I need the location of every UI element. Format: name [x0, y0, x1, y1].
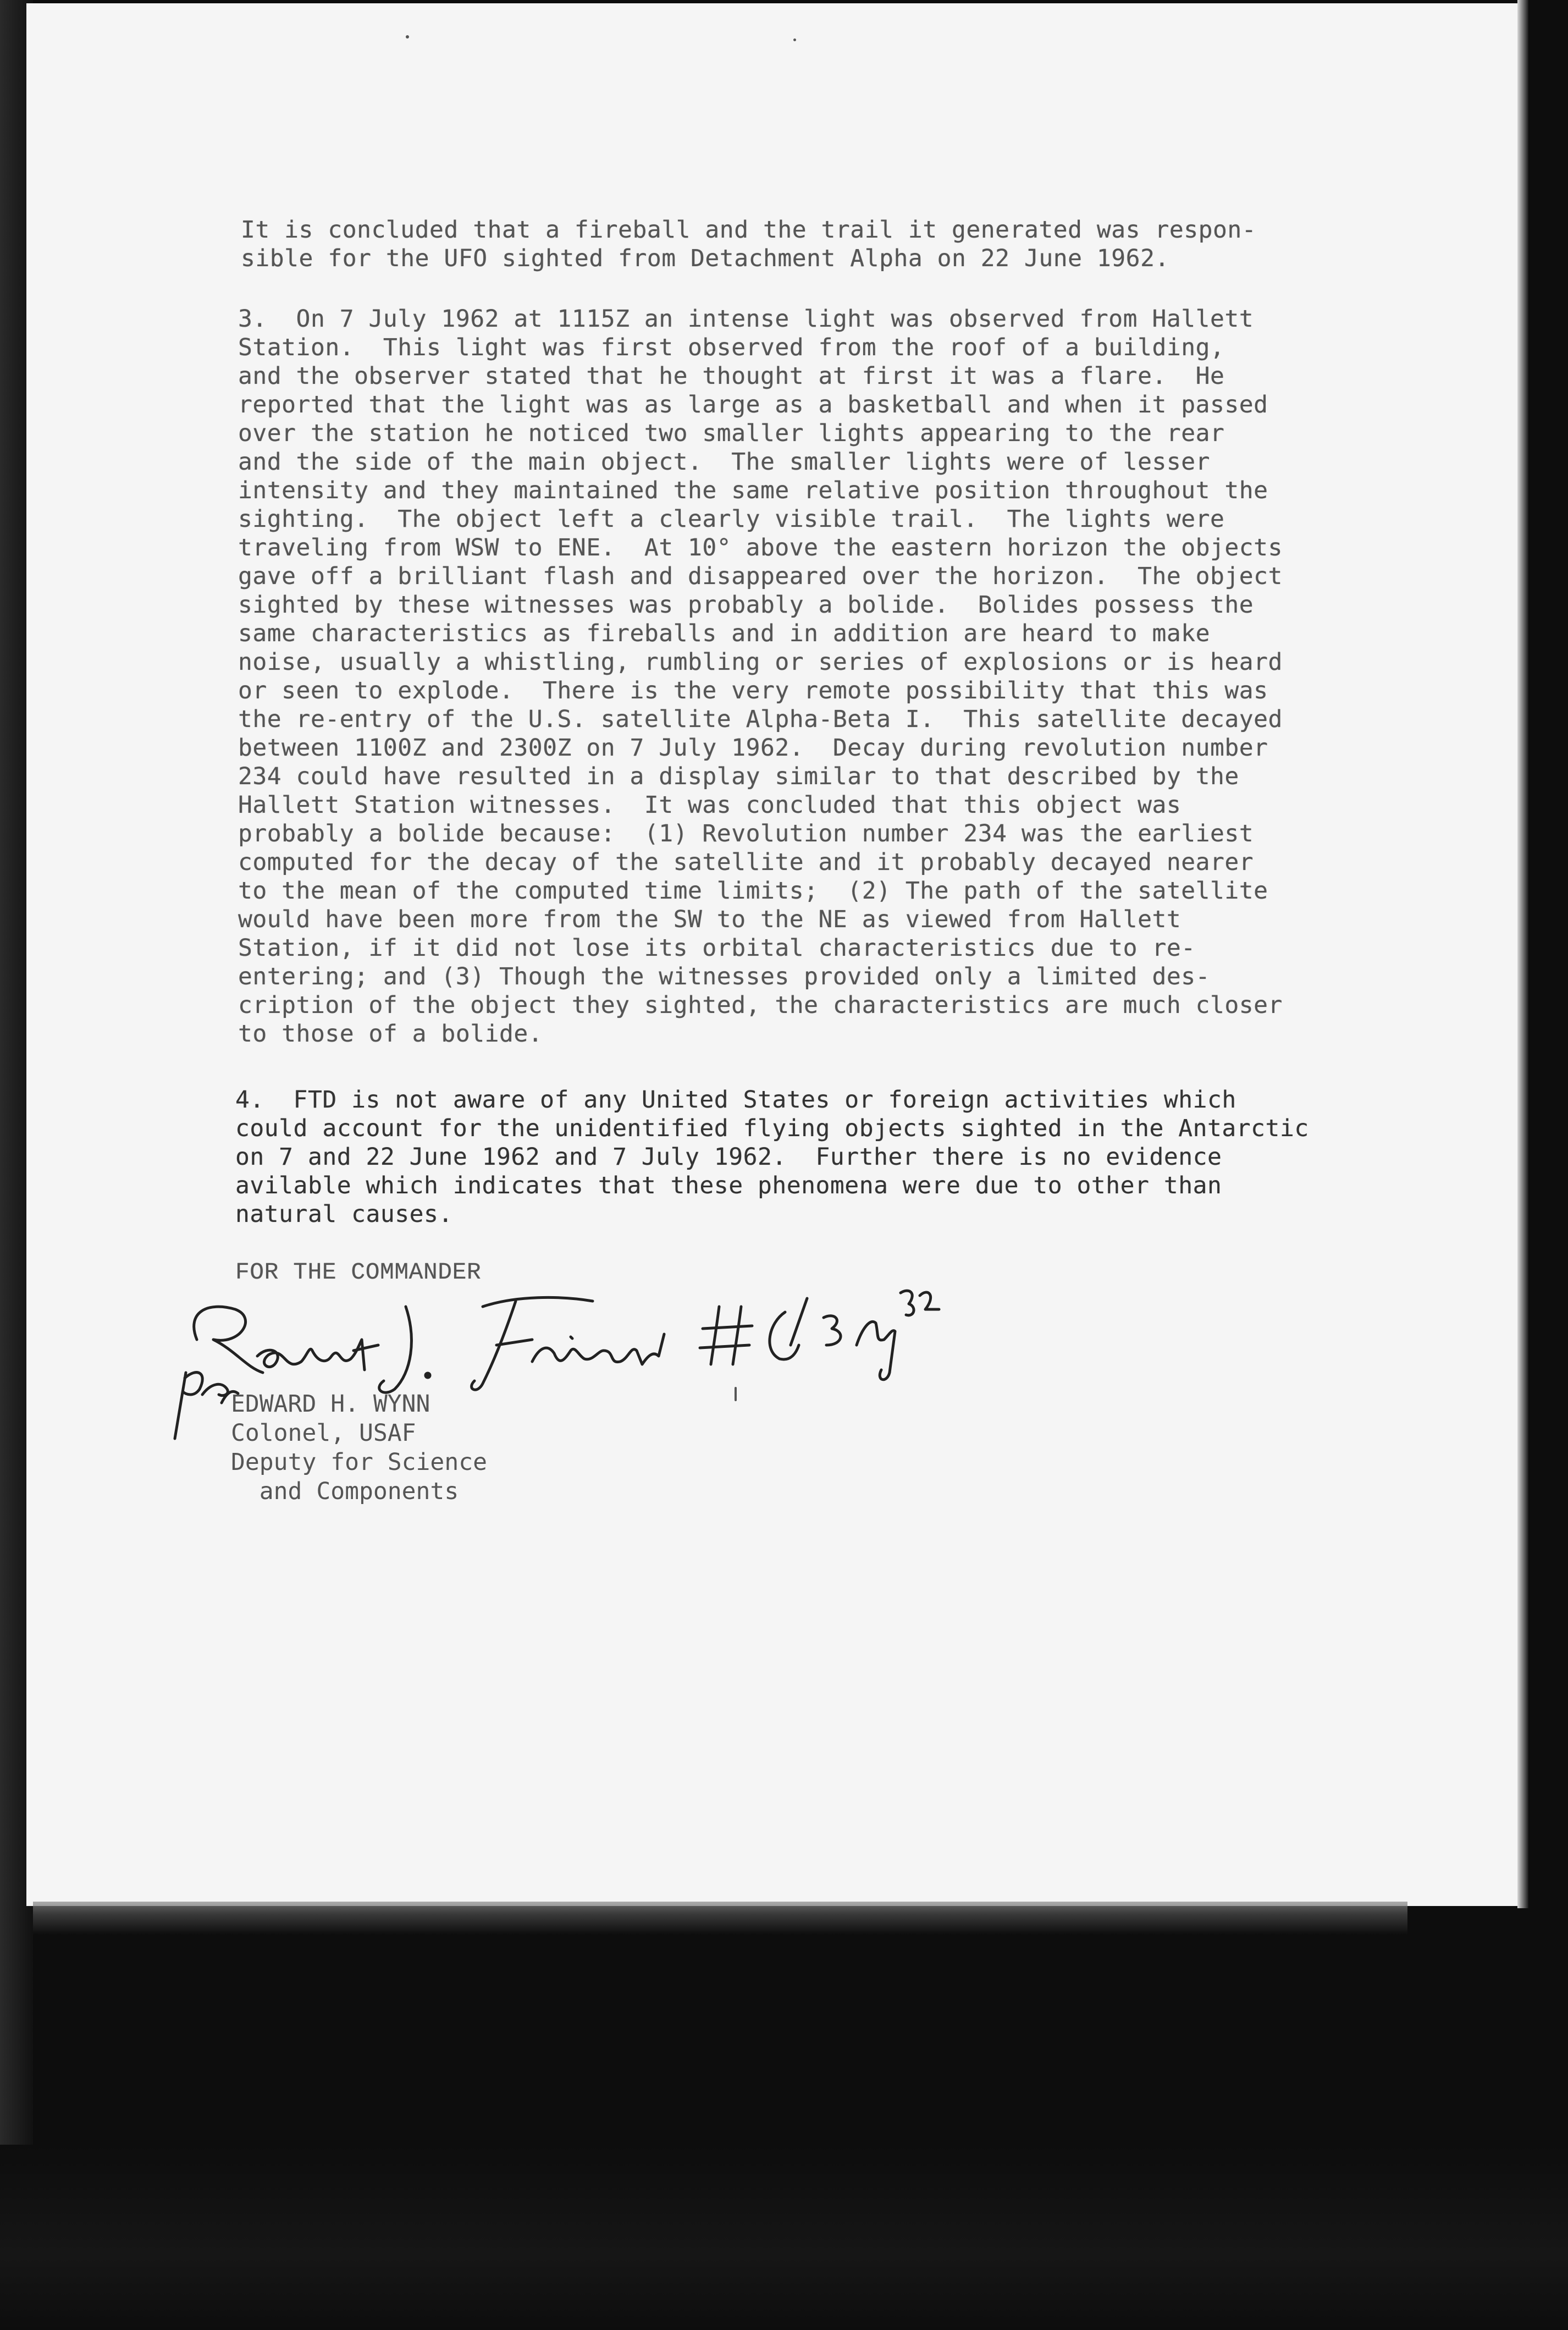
paragraph-4 — [235, 1086, 1309, 1229]
text-line: to the mean of the computed time limits; (2) The path of the satellite — [238, 877, 1268, 905]
document-page — [26, 3, 1522, 1906]
text-line: intensity and they maintained the same relative position throughout the — [238, 477, 1268, 504]
text-line: on 7 and 22 June 1962 and 7 July 1962. Further there is no evidence — [235, 1143, 1222, 1171]
paragraph-intro — [241, 216, 1256, 273]
text-line: Station, if it did not lose its orbital characteristics due to re- — [238, 934, 1196, 962]
text-line: noise, usually a whistling, rumbling or series of explosions or is heard — [238, 648, 1283, 676]
page-speck — [406, 35, 409, 38]
text-line: computed for the decay of the satellite and it probably decayed nearer — [238, 849, 1254, 876]
text-line: entering; and (3) Though the witnesses provided only a limited des- — [238, 963, 1211, 990]
text-line: natural causes. — [235, 1200, 453, 1228]
text-line: could account for the unidentified flying objects sighted in the Antarctic — [235, 1115, 1309, 1142]
paragraph-3 — [238, 305, 1283, 1048]
text-line: sighting. The object left a clearly visible trail. The lights were — [238, 505, 1225, 533]
signer-title: Deputy for Science — [231, 1448, 487, 1476]
text-line: reported that the light was as large as a basketball and when it passed — [238, 391, 1268, 418]
text-line: cription of the object they sighted, the characteristics are much closer — [238, 992, 1283, 1019]
page-speck — [735, 1387, 737, 1401]
text-line: the re-entry of the U.S. satellite Alpha-Beta I. This satellite decayed — [238, 706, 1283, 733]
text-line: over the station he noticed two smaller lights appearing to the rear — [238, 420, 1225, 447]
text-line: Station. This light was first observed from the roof of a building, — [238, 334, 1225, 361]
text-line: 234 could have resulted in a display similar to that described by the — [238, 763, 1239, 790]
text-line: and the side of the main object. The smaller lights were of lesser — [238, 448, 1211, 476]
text-line: between 1100Z and 2300Z on 7 July 1962. Decay during revolution number — [238, 734, 1268, 762]
signer-name: EDWARD H. WYNN — [231, 1390, 430, 1418]
text-line: sible for the UFO sighted from Detachment Alpha on 22 June 1962. — [241, 245, 1169, 272]
film-bottom-fog — [0, 2145, 1568, 2330]
text-line: Hallett Station witnesses. It was concluded that this object was — [238, 791, 1181, 819]
text-line: gave off a brilliant flash and disappeared over the horizon. The object — [238, 563, 1283, 590]
text-line: sighted by these witnesses was probably a bolide. Bolides possess the — [238, 591, 1254, 619]
text-line: avilable which indicates that these phenomena were due to other than — [235, 1172, 1222, 1199]
handwritten-signature — [175, 1263, 945, 1406]
page-speck — [793, 38, 796, 41]
signer-title-continued: and Components — [231, 1478, 459, 1505]
signature-block — [231, 1390, 487, 1506]
text-line: traveling from WSW to ENE. At 10° above the eastern horizon the objects — [238, 534, 1283, 561]
page-shadow-bottom — [33, 1902, 1407, 1935]
text-line: would have been more from the SW to the NE as viewed from Hallett — [238, 906, 1181, 933]
page-edge-right — [1517, 0, 1528, 1908]
text-line: or seen to explode. There is the very remote possibility that this was — [238, 677, 1268, 704]
text-line: It is concluded that a fireball and the trail it generated was respon- — [241, 216, 1257, 244]
handwritten-per-mark — [169, 1351, 241, 1444]
text-line: 3. On 7 July 1962 at 1115Z an intense light was observed from Hallett — [238, 305, 1254, 333]
text-line: 4. FTD is not aware of any United States or foreign activities which — [235, 1086, 1236, 1114]
text-line: and the observer stated that he thought at first it was a flare. He — [238, 362, 1225, 390]
text-line: same characteristics as fireballs and in addition are heard to make — [238, 620, 1211, 647]
text-line: probably a bolide because: (1) Revolution number 234 was the earliest — [238, 820, 1254, 847]
closing-line: FOR THE COMMANDER — [235, 1259, 482, 1286]
text-line: to those of a bolide. — [238, 1020, 543, 1048]
signer-rank: Colonel, USAF — [231, 1419, 416, 1447]
